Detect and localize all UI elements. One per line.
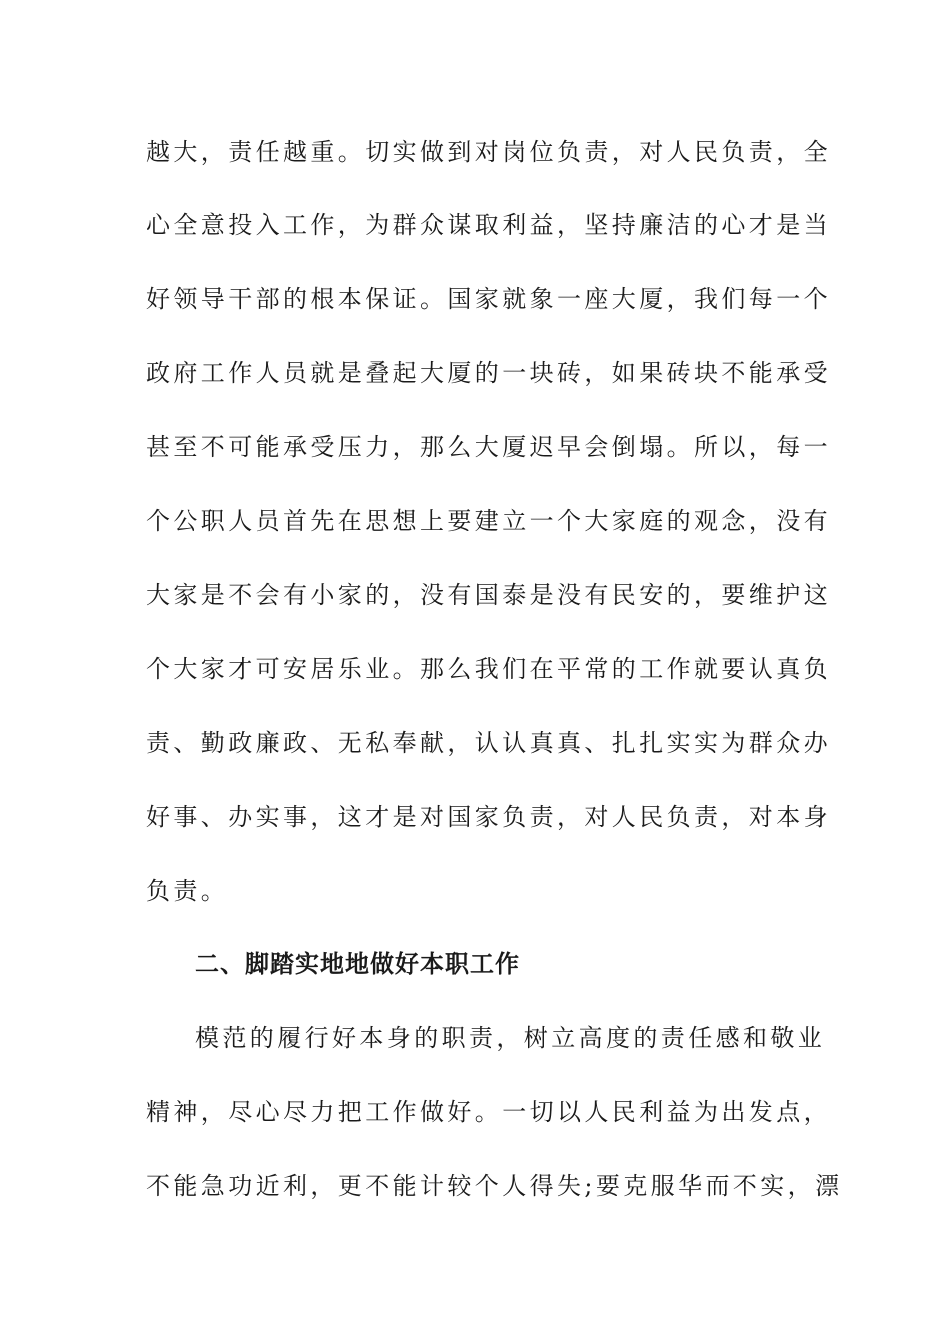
paragraph1-line-11: 负责。 — [146, 877, 229, 905]
paragraph1-line-10: 好事、办实事，这才是对国家负责，对人民负责，对本身 — [146, 803, 831, 831]
paragraph2-line-3: 不能急功近利，更不能计较个人得失;要克服华而不实，漂 — [146, 1172, 843, 1200]
section-heading: 二、脚踏实地地做好本职工作 — [195, 950, 520, 978]
paragraph1-line-9: 责、勤政廉政、无私奉献，认认真真、扎扎实实为群众办 — [146, 729, 831, 757]
paragraph1-line-8: 个大家才可安居乐业。那么我们在平常的工作就要认真负 — [146, 655, 831, 683]
paragraph1-line-6: 个公职人员首先在思想上要建立一个大家庭的观念，没有 — [146, 507, 831, 535]
paragraph1-line-3: 好领导干部的根本保证。国家就象一座大厦，我们每一个 — [146, 285, 831, 313]
paragraph1-line-2: 心全意投入工作，为群众谋取利益，坚持廉洁的心才是当 — [146, 211, 831, 239]
paragraph2-line-1: 模范的履行好本身的职责，树立高度的责任感和敬业 — [195, 1024, 826, 1052]
paragraph1-line-7: 大家是不会有小家的，没有国泰是没有民安的，要维护这 — [146, 581, 831, 609]
paragraph2-line-2: 精神，尽心尽力把工作做好。一切以人民利益为出发点， — [146, 1098, 831, 1126]
paragraph1-line-1: 越大，责任越重。切实做到对岗位负责，对人民负责，全 — [146, 138, 831, 166]
paragraph1-line-4: 政府工作人员就是叠起大厦的一块砖，如果砖块不能承受 — [146, 359, 831, 387]
paragraph1-line-5: 甚至不可能承受压力，那么大厦迟早会倒塌。所以，每一 — [146, 433, 831, 461]
